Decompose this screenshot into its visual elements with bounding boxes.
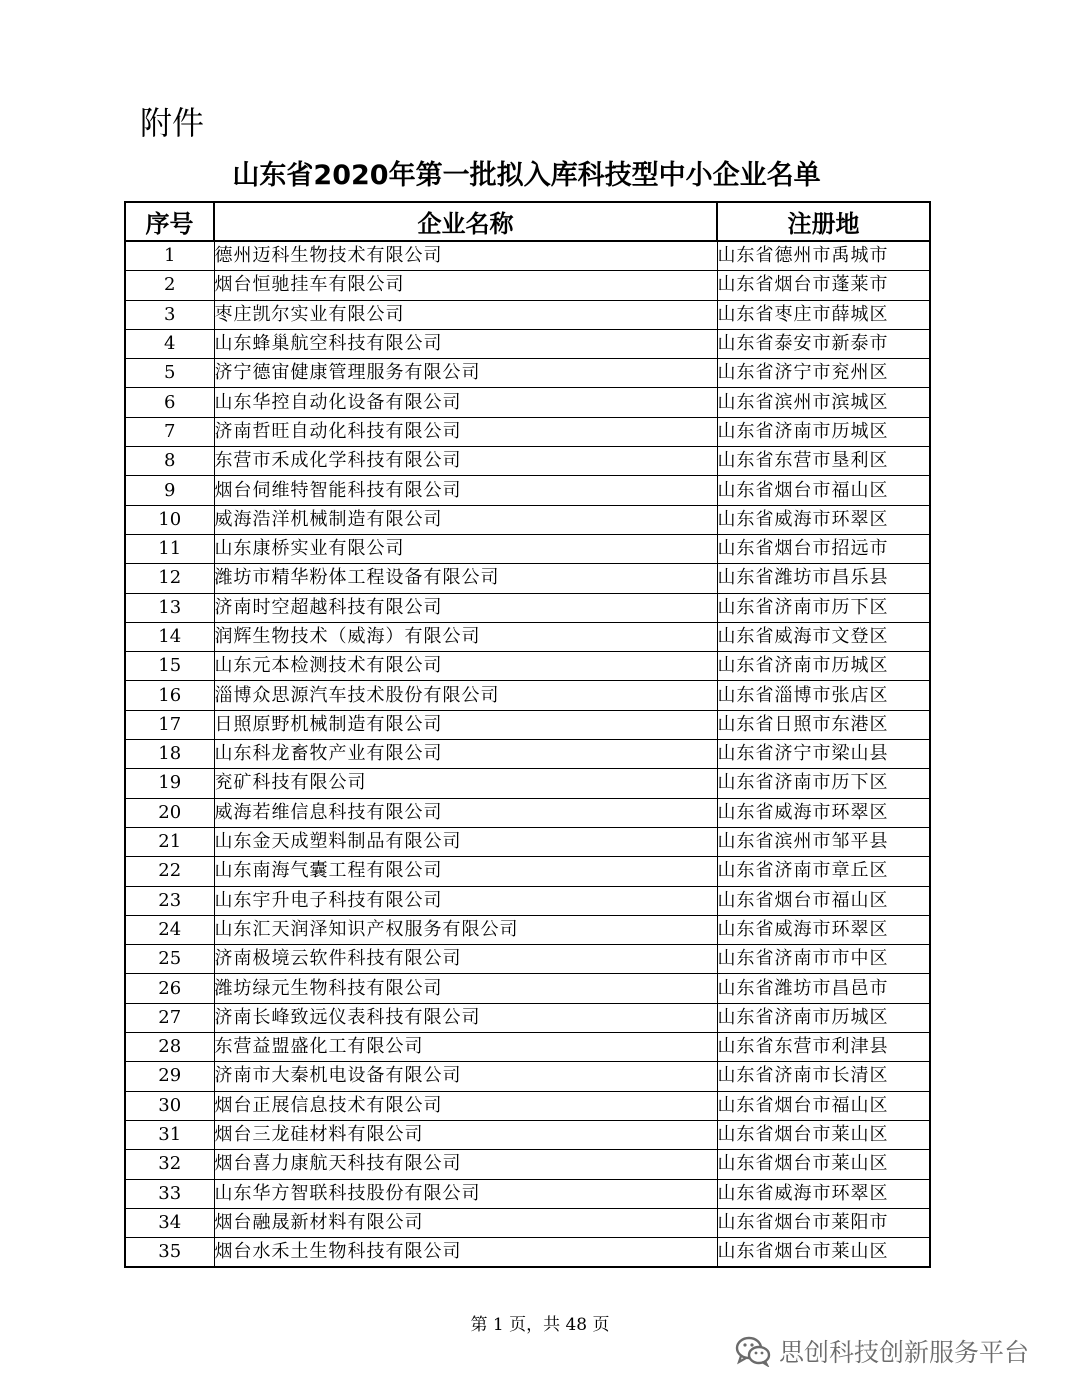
cell-name: 济南时空超越科技有限公司 — [214, 593, 717, 622]
table-row — [125, 447, 930, 476]
cell-num: 30 — [125, 1091, 214, 1120]
cell-location: 山东省济南市历城区 — [717, 417, 930, 446]
cell-name: 烟台融晟新材料有限公司 — [214, 1208, 717, 1237]
cell-location: 山东省济南市长清区 — [717, 1062, 930, 1091]
cell-name: 山东华方智联科技股份有限公司 — [214, 1179, 717, 1208]
table-row — [125, 329, 930, 358]
cell-num: 14 — [125, 622, 214, 651]
header-name: 企业名称 — [214, 202, 717, 241]
table-body — [125, 241, 930, 1267]
cell-name: 威海若维信息科技有限公司 — [214, 798, 717, 827]
cell-num: 25 — [125, 945, 214, 974]
cell-num: 32 — [125, 1150, 214, 1179]
cell-name: 日照原野机械制造有限公司 — [214, 710, 717, 739]
cell-num: 6 — [125, 388, 214, 417]
table-row — [125, 886, 930, 915]
table-row — [125, 593, 930, 622]
cell-name: 烟台恒驰挂车有限公司 — [214, 271, 717, 300]
header-num: 序号 — [125, 202, 214, 241]
cell-location: 山东省威海市环翠区 — [717, 1179, 930, 1208]
cell-location: 山东省济南市历下区 — [717, 593, 930, 622]
cell-num: 20 — [125, 798, 214, 827]
cell-name: 烟台水禾土生物科技有限公司 — [214, 1238, 717, 1268]
table-row — [125, 710, 930, 739]
cell-name: 济宁德宙健康管理服务有限公司 — [214, 359, 717, 388]
cell-num: 29 — [125, 1062, 214, 1091]
cell-num: 5 — [125, 359, 214, 388]
cell-location: 山东省烟台市蓬莱市 — [717, 271, 930, 300]
cell-location: 山东省东营市垦利区 — [717, 447, 930, 476]
cell-location: 山东省烟台市莱山区 — [717, 1120, 930, 1149]
cell-location: 山东省济南市历城区 — [717, 1003, 930, 1032]
table-row — [125, 1091, 930, 1120]
table-row — [125, 1208, 930, 1237]
table-row — [125, 476, 930, 505]
cell-name: 山东宇升电子科技有限公司 — [214, 886, 717, 915]
table-row — [125, 622, 930, 651]
cell-num: 28 — [125, 1033, 214, 1062]
cell-location: 山东省济南市章丘区 — [717, 857, 930, 886]
table-row — [125, 652, 930, 681]
cell-num: 3 — [125, 300, 214, 329]
table-header-row — [125, 202, 930, 241]
cell-num: 26 — [125, 974, 214, 1003]
cell-location: 山东省潍坊市昌乐县 — [717, 564, 930, 593]
header-location: 注册地 — [717, 202, 930, 241]
cell-num: 22 — [125, 857, 214, 886]
cell-num: 35 — [125, 1238, 214, 1268]
cell-num: 17 — [125, 710, 214, 739]
table-row — [125, 534, 930, 563]
cell-location: 山东省东营市利津县 — [717, 1033, 930, 1062]
cell-name: 潍坊绿元生物科技有限公司 — [214, 974, 717, 1003]
table-row — [125, 740, 930, 769]
enterprise-table — [124, 201, 931, 1268]
cell-location: 山东省烟台市福山区 — [717, 476, 930, 505]
table-row — [125, 798, 930, 827]
cell-num: 9 — [125, 476, 214, 505]
cell-num: 23 — [125, 886, 214, 915]
cell-name: 山东康桥实业有限公司 — [214, 534, 717, 563]
page-title: 山东省2020年第一批拟入库科技型中小企业名单 — [232, 160, 821, 191]
table-row — [125, 681, 930, 710]
cell-location: 山东省济宁市兖州区 — [717, 359, 930, 388]
table-row — [125, 915, 930, 944]
table-row — [125, 857, 930, 886]
table-row — [125, 1238, 930, 1268]
table-row — [125, 505, 930, 534]
cell-name: 威海浩洋机械制造有限公司 — [214, 505, 717, 534]
cell-num: 24 — [125, 915, 214, 944]
cell-name: 山东蜂巢航空科技有限公司 — [214, 329, 717, 358]
cell-name: 济南市大秦机电设备有限公司 — [214, 1062, 717, 1091]
cell-name: 济南极境云软件科技有限公司 — [214, 945, 717, 974]
cell-num: 4 — [125, 329, 214, 358]
watermark — [735, 1333, 1029, 1369]
cell-location: 山东省烟台市福山区 — [717, 1091, 930, 1120]
cell-num: 18 — [125, 740, 214, 769]
table-row — [125, 1150, 930, 1179]
cell-name: 济南长峰致远仪表科技有限公司 — [214, 1003, 717, 1032]
cell-num: 11 — [125, 534, 214, 563]
cell-num: 34 — [125, 1208, 214, 1237]
table-row — [125, 1062, 930, 1091]
table-row — [125, 769, 930, 798]
cell-num: 10 — [125, 505, 214, 534]
cell-location: 山东省滨州市滨城区 — [717, 388, 930, 417]
cell-name: 山东南海气囊工程有限公司 — [214, 857, 717, 886]
cell-num: 15 — [125, 652, 214, 681]
cell-location: 山东省烟台市莱山区 — [717, 1238, 930, 1268]
cell-num: 19 — [125, 769, 214, 798]
cell-name: 润辉生物技术（威海）有限公司 — [214, 622, 717, 651]
cell-num: 21 — [125, 827, 214, 856]
table-row — [125, 1179, 930, 1208]
table-row — [125, 1003, 930, 1032]
cell-num: 2 — [125, 271, 214, 300]
cell-location: 山东省烟台市莱阳市 — [717, 1208, 930, 1237]
cell-location: 山东省济南市历下区 — [717, 769, 930, 798]
cell-location: 山东省烟台市莱山区 — [717, 1150, 930, 1179]
cell-name: 济南哲旺自动化科技有限公司 — [214, 417, 717, 446]
cell-num: 33 — [125, 1179, 214, 1208]
cell-num: 31 — [125, 1120, 214, 1149]
cell-location: 山东省济南市历城区 — [717, 652, 930, 681]
cell-location: 山东省威海市文登区 — [717, 622, 930, 651]
cell-name: 山东科龙畜牧产业有限公司 — [214, 740, 717, 769]
table-row — [125, 1033, 930, 1062]
table-row — [125, 271, 930, 300]
cell-name: 山东元本检测技术有限公司 — [214, 652, 717, 681]
table-row — [125, 300, 930, 329]
cell-name: 山东金天成塑料制品有限公司 — [214, 827, 717, 856]
table-row — [125, 945, 930, 974]
cell-name: 烟台伺维特智能科技有限公司 — [214, 476, 717, 505]
table-row — [125, 388, 930, 417]
cell-location: 山东省滨州市邹平县 — [717, 827, 930, 856]
cell-location: 山东省淄博市张店区 — [717, 681, 930, 710]
cell-location: 山东省枣庄市薛城区 — [717, 300, 930, 329]
cell-name: 山东汇天润泽知识产权服务有限公司 — [214, 915, 717, 944]
cell-location: 山东省烟台市福山区 — [717, 886, 930, 915]
table-row — [125, 1120, 930, 1149]
cell-name: 东营市禾成化学科技有限公司 — [214, 447, 717, 476]
cell-location: 山东省济宁市梁山县 — [717, 740, 930, 769]
cell-name: 烟台喜力康航天科技有限公司 — [214, 1150, 717, 1179]
cell-name: 烟台正展信息技术有限公司 — [214, 1091, 717, 1120]
cell-num: 8 — [125, 447, 214, 476]
cell-location: 山东省德州市禹城市 — [717, 241, 930, 271]
cell-name: 枣庄凯尔实业有限公司 — [214, 300, 717, 329]
cell-name: 德州迈科生物技术有限公司 — [214, 241, 717, 271]
cell-location: 山东省烟台市招远市 — [717, 534, 930, 563]
table-row — [125, 359, 930, 388]
cell-location: 山东省威海市环翠区 — [717, 915, 930, 944]
cell-num: 1 — [125, 241, 214, 271]
cell-location: 山东省威海市环翠区 — [717, 505, 930, 534]
cell-location: 山东省泰安市新泰市 — [717, 329, 930, 358]
cell-location: 山东省日照市东港区 — [717, 710, 930, 739]
cell-num: 7 — [125, 417, 214, 446]
cell-num: 16 — [125, 681, 214, 710]
table-row — [125, 564, 930, 593]
cell-name: 兖矿科技有限公司 — [214, 769, 717, 798]
page-footer: 第 1 页，共 48 页 — [470, 1315, 610, 1335]
attachment-label: 附件 — [140, 104, 205, 142]
cell-location: 山东省潍坊市昌邑市 — [717, 974, 930, 1003]
cell-name: 东营益盟盛化工有限公司 — [214, 1033, 717, 1062]
cell-name: 山东华控自动化设备有限公司 — [214, 388, 717, 417]
table-row — [125, 241, 930, 271]
cell-location: 山东省威海市环翠区 — [717, 798, 930, 827]
table-row — [125, 417, 930, 446]
cell-num: 27 — [125, 1003, 214, 1032]
cell-num: 13 — [125, 593, 214, 622]
cell-location: 山东省济南市市中区 — [717, 945, 930, 974]
cell-num: 12 — [125, 564, 214, 593]
table-row — [125, 827, 930, 856]
cell-name: 烟台三龙硅材料有限公司 — [214, 1120, 717, 1149]
watermark-text: 思创科技创新服务平台 — [779, 1338, 1030, 1367]
cell-name: 淄博众思源汽车技术股份有限公司 — [214, 681, 717, 710]
cell-name: 潍坊市精华粉体工程设备有限公司 — [214, 564, 717, 593]
table-row — [125, 974, 930, 1003]
wechat-icon — [735, 1335, 771, 1367]
